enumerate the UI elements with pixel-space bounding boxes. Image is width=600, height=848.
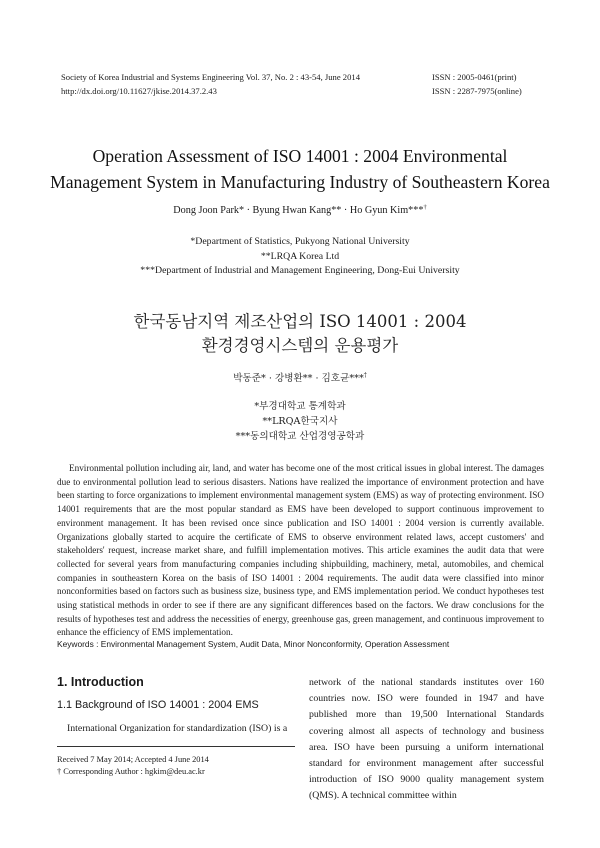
received-date: Received 7 May 2014; Accepted 4 June 2014 <box>57 755 209 764</box>
intro-paragraph-right: network of the national standards institutes over 160 countries now. ISO were founded in 1947 and have published more than 19,500 International Standards covering almost all aspects of technology and business area. ISO have been pursuing a uniform international standard for environment management after successful introduction of ISO 9000 quality management system (QMS). A technical committee within <box>309 677 544 802</box>
intro-paragraph-left: International Organization for standardization (ISO) is a <box>67 723 288 734</box>
author-names: Dong Joon Park* · Byung Hwan Kang** · Ho Gyun Kim*** <box>173 205 424 216</box>
author-list <box>0 204 600 216</box>
footnote <box>57 754 209 778</box>
title-line-1: Operation Assessment of ISO 14001 : 2004 Environmental <box>92 146 508 166</box>
issn-online: ISSN : 2287-7975(online) <box>432 85 522 96</box>
korean-affiliations <box>0 399 600 444</box>
corresponding-mark: † <box>423 204 427 211</box>
paper-title <box>0 143 600 195</box>
corresponding-author: † Corresponding Author : hgkim@deu.ac.kr <box>57 767 205 776</box>
korean-author-list <box>0 370 600 384</box>
affiliation-2: **LRQA Korea Ltd <box>260 250 340 262</box>
issn-print: ISSN : 2005-0461(print) <box>432 72 517 82</box>
section-heading: 1. Introduction <box>57 675 144 689</box>
korean-title-line-1: 한국동남지역 제조산업의 ISO 14001 : 2004 <box>133 312 467 331</box>
korean-title <box>0 310 600 358</box>
affiliation-1: *Department of Statistics, Pukyong National University <box>190 236 410 247</box>
journal-header <box>61 71 360 98</box>
affiliation-3: ***Department of Industrial and Management Engineering, Dong-Eui University <box>140 265 460 276</box>
title-line-2: Management System in Manufacturing Industry of Southeastern Korea <box>50 172 550 192</box>
korean-affiliation-2: **LRQA한국지사 <box>262 416 338 427</box>
korean-title-line-2: 환경경영시스템의 운용평가 <box>201 336 399 355</box>
korean-corresponding-mark: † <box>363 372 367 379</box>
left-column <box>57 675 295 736</box>
journal-citation: Society of Korea Industrial and Systems Engineering Vol. 37, No. 2 : 43-54, June 2014 <box>61 72 360 82</box>
doi-link[interactable]: http://dx.doi.org/10.11627/jkise.2014.37.2.43 <box>61 85 217 96</box>
abstract: Environmental pollution including air, land, and water has become one of the most critical issues in global interest. The damages due to environmental pollution lead to serious disasters. Nations have realized the importance of environment protection and have been starting to force organizations to implement environmental management system (EMS) as way of protecting environment. ISO 14001 requirements that are the most popular standard as EMS have been developed to support continuous improvement to environment management. It has been revised once since publication and ISO 14001 : 2004 version is currently available. Organizations globally started to acquire the certificate of EMS to observe environment related laws, accept customers' and stakeholders' request, increase market share, and fulfill implementation motives. This article examines the audit data that were collected for several years from manufacturing companies including shipbuilding, machinery, metal, automobiles, and chemical companies in southeastern Korea on the basis of ISO 14001 : 2004 requirements. The audit data were classified into minor nonconformities based on factors such as business size, business type, and EMS implementation period. We conduct hypotheses test using statistical methods in order to see if there are any significant differences based on the factors. We draw conclusions for the results of hypotheses test and address the necessities of energy, greenhouse gas, green management, and continuous improvement to enhance the efficiency of EMS implementation. <box>57 463 544 638</box>
korean-affiliation-1: *부경대학교 통계학과 <box>254 401 346 412</box>
korean-affiliation-3: ***동의대학교 산업경영공학과 <box>235 431 365 442</box>
footnote-divider <box>57 746 295 747</box>
subsection-heading: 1.1 Background of ISO 14001 : 2004 EMS <box>57 699 259 711</box>
keywords: Keywords : Environmental Management System, Audit Data, Minor Nonconformity, Operation Assessment <box>57 639 450 649</box>
korean-author-names: 박동준* · 강병환** · 김호균*** <box>233 373 364 384</box>
affiliations <box>0 235 600 279</box>
issn-block <box>432 71 522 98</box>
